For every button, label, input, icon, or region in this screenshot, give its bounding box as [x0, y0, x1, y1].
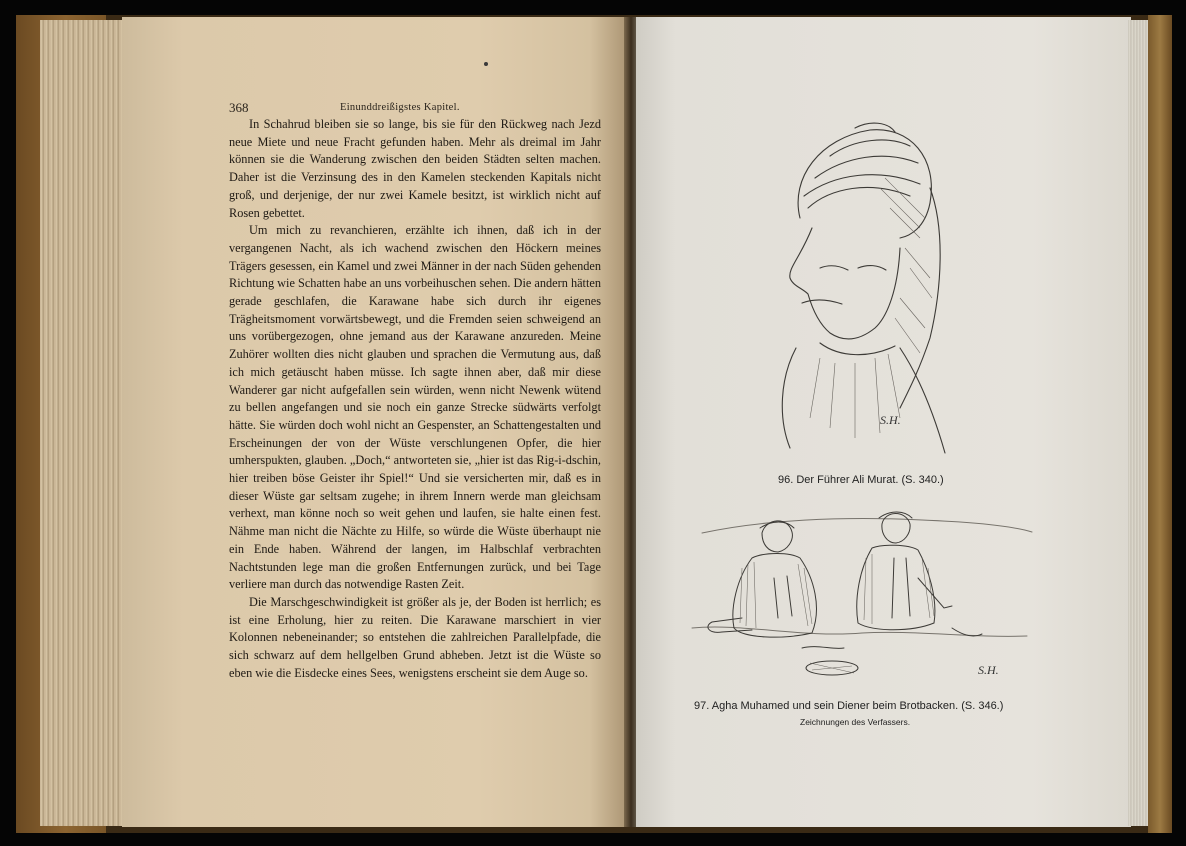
figure-96-monogram: S.H. [880, 413, 901, 427]
page-number: 368 [229, 100, 249, 115]
paragraph-2: Um mich zu revanchieren, erzählte ich ihnen, daß ich in der vergangenen Nacht, als ich wachend zwischen den Höckern meines Trägers gesessen, ein Kamel und zwei Männer in der nach Süden gehenden Richtung wie Schatten habe an uns vorbeihuschen sehen. Die andern hätten gerade geschlafen, die Karawane habe sich durch ihr eigenes Trägheitsmoment vorwärtsbewegt, und die Fremden seien schweigend an uns vorübergezogen, ohne jemand aus der Karawane anzureden. Meine Zuhörer wollten dies nicht glauben und sprachen die Vermutung aus, daß ich mich getäuscht haben müsse. Ich sagte ihnen aber, daß mir diese Wanderer gar nicht aufgefallen sein würden, wenn nicht Newenk wütend zu bellen angefangen und sie noch ein ganze Strecke südwärts verfolgt hätte. Sie würden doch wohl nicht an Gespenster, an Schattengestalten und Erscheinungen der von der Wüste verschlungenen Opfer, die hier umherspukten, glauben. „Doch,“ antworteten sie, „hier ist das Rig-i-dschin, hier treiben böse Geister ihr Spiel!“ Und sie versicherten mir, daß es in dieser Wüste gar seltsam zugehe; in ihrem Innern werde man gleichsam verhext, man könne noch so weit gehen und laufen, sie halte einen fest. Nähme man nicht die Nächte zu Hilfe, so würde die Wüste überhaupt nie ein Ende haben. Während der langen, im Halbschlaf verbrachten Nachtstunden lege man die großen Entfernungen zurück, und bei Tage verliere man durch das notwendige Rasten Zeit. [229, 223, 601, 592]
paper-speck [484, 62, 488, 66]
paragraph-3: Die Marschgeschwindigkeit ist größer als je, der Boden ist herrlich; es ist eine Erholung, hier zu reiten. Die Karawane marschiert in vier Kolonnen nebeneinander; so entstehen die zahlreichen Parallelpfade, die sich schwarz auf dem hellgelben Grund abheben. Jetzt ist die Wüste so eben wie die Eisdecke eines Sees, wenigstens erscheint sie dem Auge so. [229, 594, 601, 680]
right-page-stack [1128, 20, 1150, 826]
right-cover-edge [1148, 15, 1172, 833]
figure-96-caption: 96. Der Führer Ali Murat. (S. 340.) [778, 474, 944, 486]
figure-96-portrait [760, 118, 960, 468]
figure-97-caption: 97. Agha Muhamed und sein Diener beim Brotbacken. (S. 346.) [694, 700, 1004, 712]
running-head: Einunddreißigstes Kapitel. [340, 102, 460, 113]
figure-97-sketch [682, 498, 1037, 690]
body-text [229, 116, 601, 683]
left-page-stack [40, 20, 132, 826]
figure-97-monogram: S.H. [978, 663, 999, 677]
figure-credit: Zeichnungen des Verfassers. [800, 717, 911, 727]
paragraph-1: In Schahrud bleiben sie so lange, bis sie für den Rückweg nach Jezd neue Miete und neue Fracht gefunden haben. Mehr als dreimal im Jahr können sie die Wanderung zwischen den beiden Städten selten machen. Daher ist die Verzinsung des in den Kamelen steckenden Kapitals nicht groß, und derjenige, der nur zwei Kamele besitzt, ist wirklich nicht auf Rosen gebettet. [229, 117, 601, 220]
